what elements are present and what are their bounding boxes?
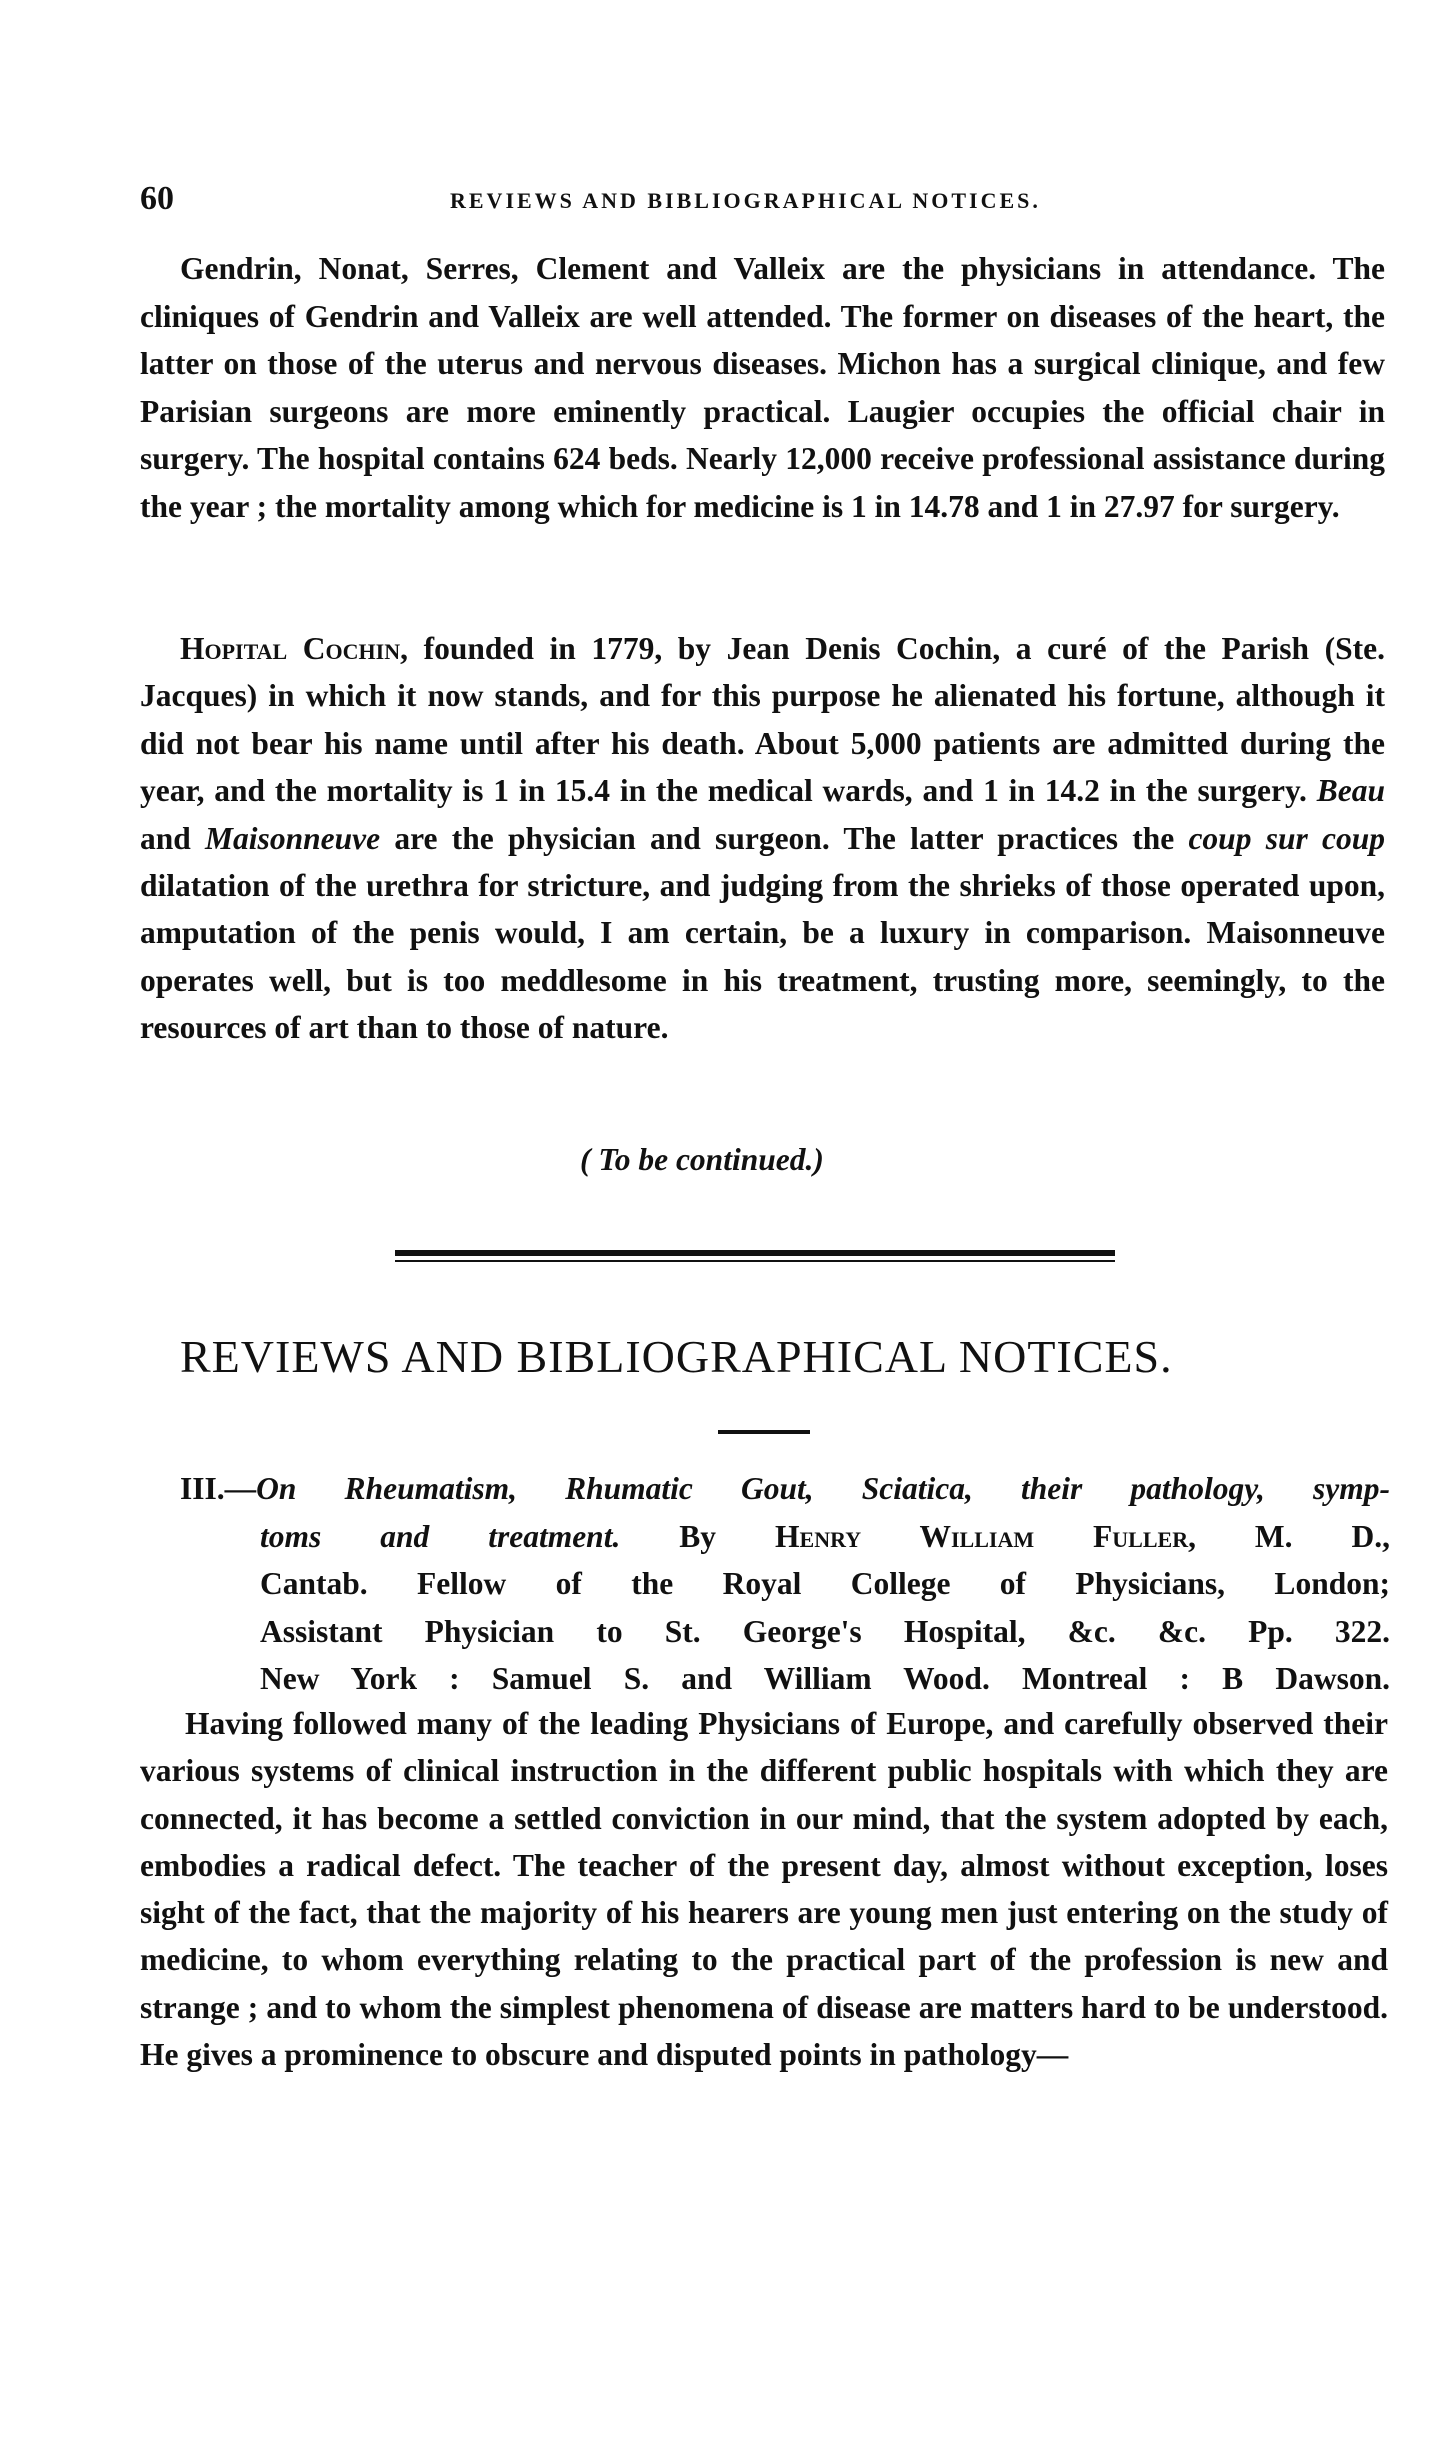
paragraph-text-d: dilatation of the urethra for stricture, and judging from the shrieks of those operated upon, amputation of the penis would, I am certain, be a luxury in comparison. Maisonneuve operates well, but is too meddlesome in his treatment, trusting more, seemingly, to the resources of art than to those of nature. — [140, 868, 1385, 1046]
running-head — [120, 180, 1410, 220]
paragraph-text-b: and — [140, 820, 206, 856]
entry-line5: New York : Samuel S. and William Wood. Montreal : B Dawson. — [260, 1661, 1390, 1696]
term-coup-sur-coup: coup sur coup — [1188, 820, 1385, 856]
name-maisonneuve: Maisonneuve — [205, 820, 381, 856]
paragraph-physicians: Gendrin, Nonat, Serres, Clement and Valleix are the physicians in attendance. The cliniques of Gendrin and Valleix are well attended. The former on diseases of the heart, the latter on those of the uterus and nervous diseases. Michon has a surgical clinique, and few Parisian surgeons are more eminently practical. Laugier occupies the official chair in surgery. The hospital contains 624 beds. Nearly 12,000 receive professional assistance during the year ; the mortality among which for medicine is 1 in 14.78 and 1 in 27.97 for surgery. — [140, 251, 1385, 524]
entry-details — [180, 1513, 1390, 1703]
name-beau: Beau — [1316, 773, 1385, 809]
entry-line4: Assistant Physician to St. George's Hospital, &c. &c. Pp. 322. — [260, 1613, 1390, 1649]
entry-line3: Cantab. Fellow of the Royal College of Physicians, London; — [260, 1566, 1390, 1601]
running-title: REVIEWS AND BIBLIOGRAPHICAL NOTICES. — [450, 188, 1041, 213]
short-rule — [718, 1430, 810, 1434]
section-title: REVIEWS AND BIBLIOGRAPHICAL NOTICES. — [180, 1331, 1173, 1382]
entry-author-line — [260, 1513, 1390, 1561]
paragraph-text-a: founded in 1779, by Jean Denis Cochin, a curé of the Parish (Ste. Jacques) in which it now stands, and for this purpose he alienated his fortune, although it did not bear his name until after his death. About 5,000 patients are admitted during the year, and the mortality is 1 in 15.4 in the medical wards, and 1 in 14.2 in the surgery. — [140, 631, 1385, 809]
page-number: 60 — [140, 180, 174, 217]
paragraph-hopital-cochin — [140, 625, 1385, 1052]
section-divider-thick — [395, 1250, 1115, 1256]
entry-title-part1: On Rheumatism, Rhumatic Gout, Sciatica, their pathology, symp- — [256, 1471, 1390, 1506]
paragraph-text-c: are the physician and surgeon. The latter practices the — [380, 820, 1189, 856]
review-entry — [180, 1465, 1390, 1703]
entry-degree: M. D., — [1195, 1518, 1390, 1554]
entry-numeral: III.— — [180, 1471, 257, 1506]
entry-author: Henry William Fuller, — [775, 1518, 1196, 1554]
entry-by: By — [620, 1518, 776, 1554]
hospital-name: Hopital Cochin, — [180, 631, 408, 666]
section-divider-thin — [395, 1260, 1115, 1262]
entry-title-line — [180, 1465, 1390, 1513]
paragraph-review: Having followed many of the leading Physicians of Europe, and carefully observed their various systems of clinical instruction in the different public hospitals with which they are connected, it has become a settled conviction in our mind, that the system adopted by each, embodies a radical defect. The teacher of the present day, almost without exception, loses sight of the fact, that the majority of his hearers are young men just entering on the study of medicine, to whom everything relating to the practical part of the profession is new and strange ; and to whom the simplest phenomena of disease are matters hard to be understood. He gives a prominence to obscure and disputed points in pathology— — [140, 1706, 1388, 2073]
entry-title-part2: toms and treatment. — [260, 1518, 621, 1554]
to-be-continued: ( To be continued.) — [580, 1142, 824, 1177]
